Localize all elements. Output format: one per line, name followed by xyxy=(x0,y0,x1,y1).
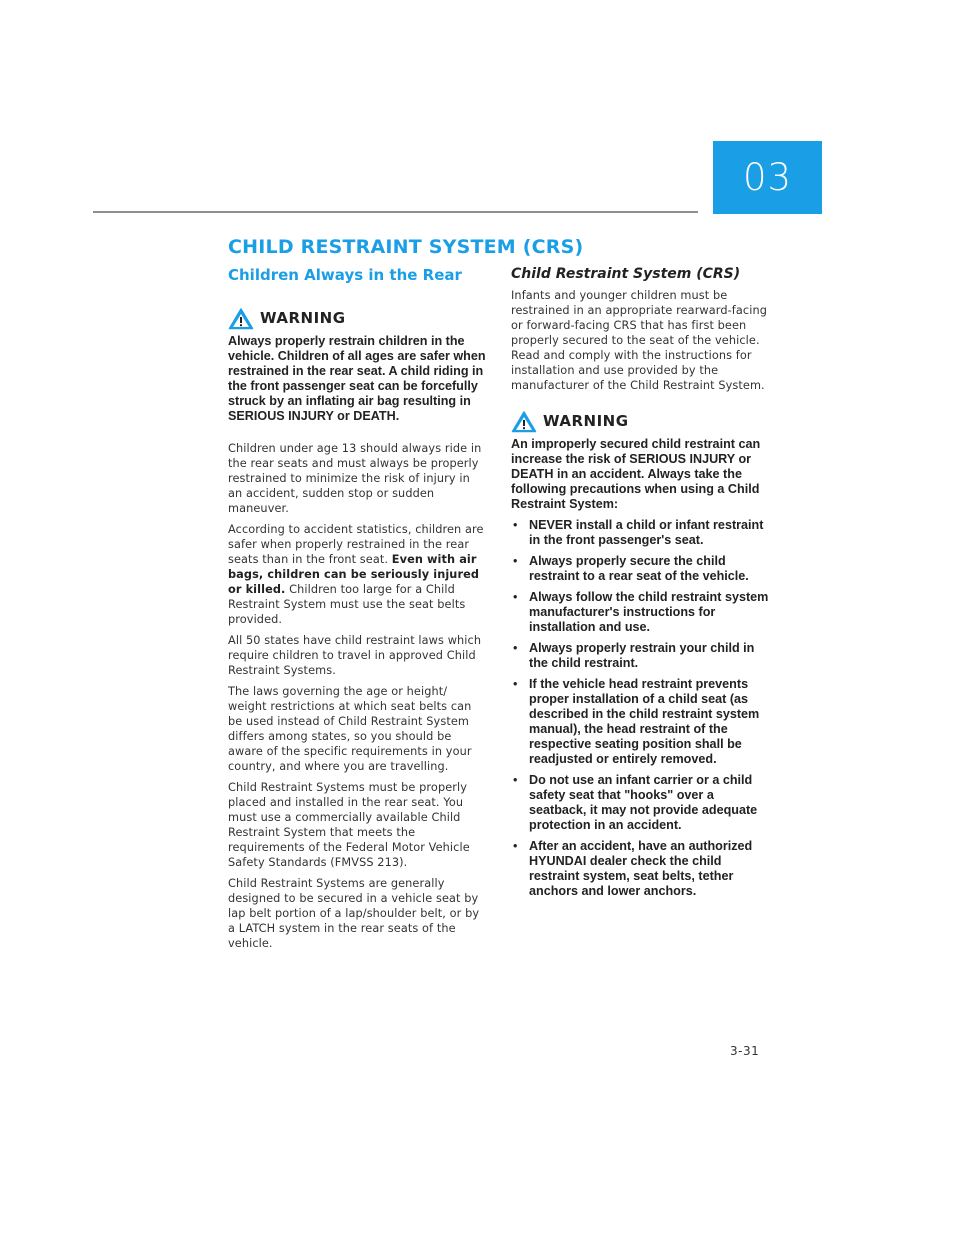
left-paragraph-2-text-a: According to accident statistics, children are safer when properly restrained in the rear seats than in the front seat. xyxy=(228,523,484,566)
warning-text-left: Always properly restrain children in the vehicle. Children of all ages are safer when restrained in the rear seat. A child riding in the front passenger seat can be forcefully struck by an inflating air bag resulting in SERIOUS INJURY or DEATH. xyxy=(228,334,486,423)
left-paragraph-1: Children under age 13 should always ride in the rear seats and must always be properly restrained to minimize the risk of injury in an accident, sudden stop or sudden maneuver. xyxy=(228,442,482,515)
list-item: • Do not use an infant carrier or a child safety seat that "hooks" over a seatback, it may not provide adequate protection in an accident. xyxy=(511,773,769,833)
left-paragraph-5: Child Restraint Systems must be properly placed and installed in the rear seat. You must use a commercially available Child Restraint System that meets the requirements of the Federal Motor Vehicle Safety Standards (FMVSS 213). xyxy=(228,781,470,869)
warning-triangle-icon xyxy=(228,307,254,330)
right-subheading: Child Restraint System (CRS) xyxy=(511,266,741,282)
list-item: • After an accident, have an authorized HYUNDAI dealer check the child restraint system, seat belts, tether anchors and lower anchors. xyxy=(511,839,769,899)
warning-header-right xyxy=(511,407,769,435)
list-item: • NEVER install a child or infant restraint in the front passenger's seat. xyxy=(511,518,769,548)
header-rule xyxy=(93,211,698,213)
left-body xyxy=(228,441,486,951)
left-paragraph-6: Child Restraint Systems are generally designed to be secured in a vehicle seat by lap belt portion of a lap/shoulder belt, or by a LATCH system in the rear seats of the vehicle. xyxy=(228,877,480,950)
left-paragraph-2-bold: Even with air bags, children can be seriously injured or killed. xyxy=(228,553,480,596)
chapter-number: 03 xyxy=(742,156,793,199)
warning-label-right: WARNING xyxy=(543,412,629,430)
left-paragraph-2 xyxy=(228,522,486,627)
warning-label-left: WARNING xyxy=(260,309,346,327)
list-item: • Always follow the child restraint system manufacturer's instructions for installation and use. xyxy=(511,590,769,635)
list-item: • Always properly secure the child restraint to a rear seat of the vehicle. xyxy=(511,554,769,584)
warning-header-left xyxy=(228,304,486,332)
warning-triangle-icon xyxy=(511,410,537,433)
left-paragraph-4: The laws governing the age or height/ weight restrictions at which seat belts can be used instead of Child Restraint System differs among states, so you should be aware of the specific requirements in your country, and where you are travelling. xyxy=(228,685,472,773)
section-title: CHILD RESTRAINT SYSTEM (CRS) xyxy=(228,236,584,258)
list-item: • Always properly restrain your child in the child restraint. xyxy=(511,641,769,671)
chapter-tab xyxy=(713,141,822,214)
right-column xyxy=(511,264,769,905)
precaution-list xyxy=(511,518,769,899)
right-paragraph-1: Infants and younger children must be restrained in an appropriate rearward-facing or forward-facing CRS that has first been properly secured to the seat of the vehicle. Read and comply with the instructions for installation and use provided by the manufacturer of the Child Restraint System. xyxy=(511,289,767,392)
warning-text-right: An improperly secured child restraint can increase the risk of SERIOUS INJURY or DEATH in an accident. Always take the following precautions when using a Child Restraint System: xyxy=(511,437,761,511)
left-column xyxy=(228,264,486,957)
left-subheading: Children Always in the Rear xyxy=(228,266,462,284)
list-item: • If the vehicle head restraint prevents proper installation of a child seat (as described in the child restraint system manual), the head restraint of the respective seating position shall be readjusted or entirely removed. xyxy=(511,677,769,767)
left-paragraph-3: All 50 states have child restraint laws which require children to travel in approved Child Restraint Systems. xyxy=(228,634,482,677)
left-paragraph-2-text-b: Children too large for a Child Restraint System must use the seat belts provided. xyxy=(228,583,466,626)
page-number: 3-31 xyxy=(730,1044,760,1058)
